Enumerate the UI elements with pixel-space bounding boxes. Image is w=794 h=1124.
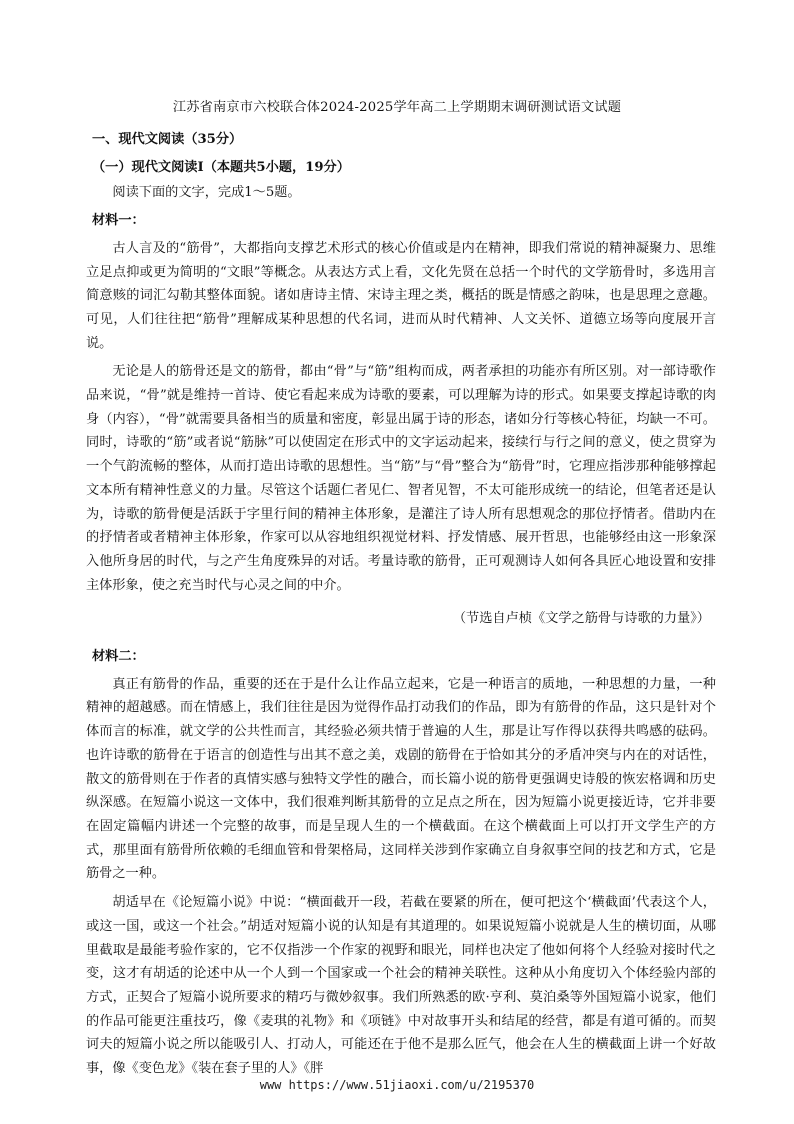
material-2-label: 材料二： (92, 649, 145, 665)
reading-instruction: 阅读下面的文字，完成1～5题。 (112, 185, 301, 201)
document-title: 江苏省南京市六校联合体2024-2025学年高二上学期期末调研测试语文试题 (172, 100, 622, 115)
material-2-paragraph-2: 胡适早在《论短篇小说》中说：“横面截开一段，若截在要紧的所在，便可把这个‘横截面’代表这个人，或这一国，或这一个社会。”胡适对短篇小说的认知是有其道理的。如果说短篇小说就是人生的横切面，从哪里截取是最能考验作家的，它不仅指涉一个作家的视野和眼光，同样也决定了他如何将个人经验对接时代之变，这才有胡适的论述中从一个人到一个国家或一个社会的精神关联性。这种从小角度切入个体经验内部的方式，正契合了短篇小说所要求的精巧与微妙叙事。我们所熟悉的欧·亨利、莫泊桑等外国短篇小说家，他们的作品可能更注重技巧，像《麦琪的礼物》和《项链》中对故事开头和结尾的经营，都是有道可循的。而契诃夫的短篇小说之所以能吸引人、打动人，可能还在于他不是那么匠气，他会在人生的横截面上讲一个好故事，像《变色龙》《装在套子里的人》《胖 (86, 895, 716, 1077)
material-1-label: 材料一： (92, 213, 145, 229)
subsection-heading: （一）现代文阅读Ⅰ（本题共5小题，19分） (92, 159, 350, 175)
material-2-paragraph-1: 真正有筋骨的作品，重要的还在于是什么让作品立起来，它是一种语言的质地，一种思想的力量，一种精神的超越感。而在情感上，我们往往是因为觉得作品打动我们的作品，即为有筋骨的作品，这只是针对个体而言的标准，就文学的公共性而言，其经验必须共情于普遍的人生，那是让写作得以获得共鸣感的砝码。也许诗歌的筋骨在于语言的创造性与出其不意之美，戏剧的筋骨在于恰如其分的矛盾冲突与内在的对话性，散文的筋骨则在于作者的真情实感与独特文学性的融合，而长篇小说的筋骨更强调史诗般的恢宏格调和历史纵深感。在短篇小说这一文体中，我们很难判断其筋骨的立足点之所在，因为短篇小说更接近诗，它并非要在固定篇幅内讲述一个完整的故事，而是呈现人生的一个横截面。在这个横截面上可以打开文学生产的方式，那里面有筋骨所依赖的毛细血管和骨架格局，这同样关涉到作家确立自身叙事空间的技艺和方式，它是筋骨之一种。 (86, 676, 716, 882)
document-content (86, 128, 716, 1081)
material-1-paragraph-2: 无论是人的筋骨还是文的筋骨，都由“骨”与“筋”组构而成，两者承担的功能亦有所区别。对一部诗歌作品来说，“骨”就是维持一首诗、使它看起来成为诗歌的要素，可以理解为诗的形式。如果要支撑起诗歌的肉身（内容），“骨”就需要具备相当的质量和密度，彰显出属于诗的形态，诸如分行等核心特征，均缺一不可。同时，诗歌的“筋”或者说“筋脉”可以使固定在形式中的文字运动起来，接续行与行之间的意义，使之贯穿为一个气韵流畅的整体，从而打造出诗歌的思想性。当“筋”与“骨”整合为“筋骨”时，它理应指涉那种能够撑起文本所有精神性意义的力量。尽管这个话题仁者见仁、智者见智，不太可能形成统一的结论，但笔者还是认为，诗歌的筋骨便是活跃于字里行间的精神主体形象，是灌注了诗人所有思想观念的那位抒情者。借助内在的抒情者或者精神主体形象，作家可以从容地组织视觉材料、抒发情感、展开哲思，也能够经由这一形象深入他所身居的时代，与之产生角度殊异的对话。考量诗歌的筋骨，正可观测诗人如何各具匠心地设置和安排主体形象，使之充当时代与心灵之间的中介。 (86, 364, 716, 593)
footer-url: www https://www.51jiaoxi.com/u/2195370 (259, 1078, 535, 1092)
section-heading: 一、现代文阅读（35分） (92, 132, 243, 147)
material-1-paragraph-1: 古人言及的“筋骨”，大都指向支撑艺术形式的核心价值或是内在精神，即我们常说的精神凝聚力、思维立足点抑或更为简明的“文眼”等概念。从表达方式上看，文化先贤在总括一个时代的文学筋骨时，多选用言简意赅的词汇勾勒其整体面貌。诸如唐诗主情、宋诗主理之类，概括的既是情感之韵味，也是思理之意趣。可见，人们往往把“筋骨”理解成某种思想的代名词，进而从时代精神、人文关怀、道德立场等向度展开言说。 (86, 240, 716, 351)
material-1-source: （节选自卢桢《文学之筋骨与诗歌的力量》） (452, 611, 710, 627)
